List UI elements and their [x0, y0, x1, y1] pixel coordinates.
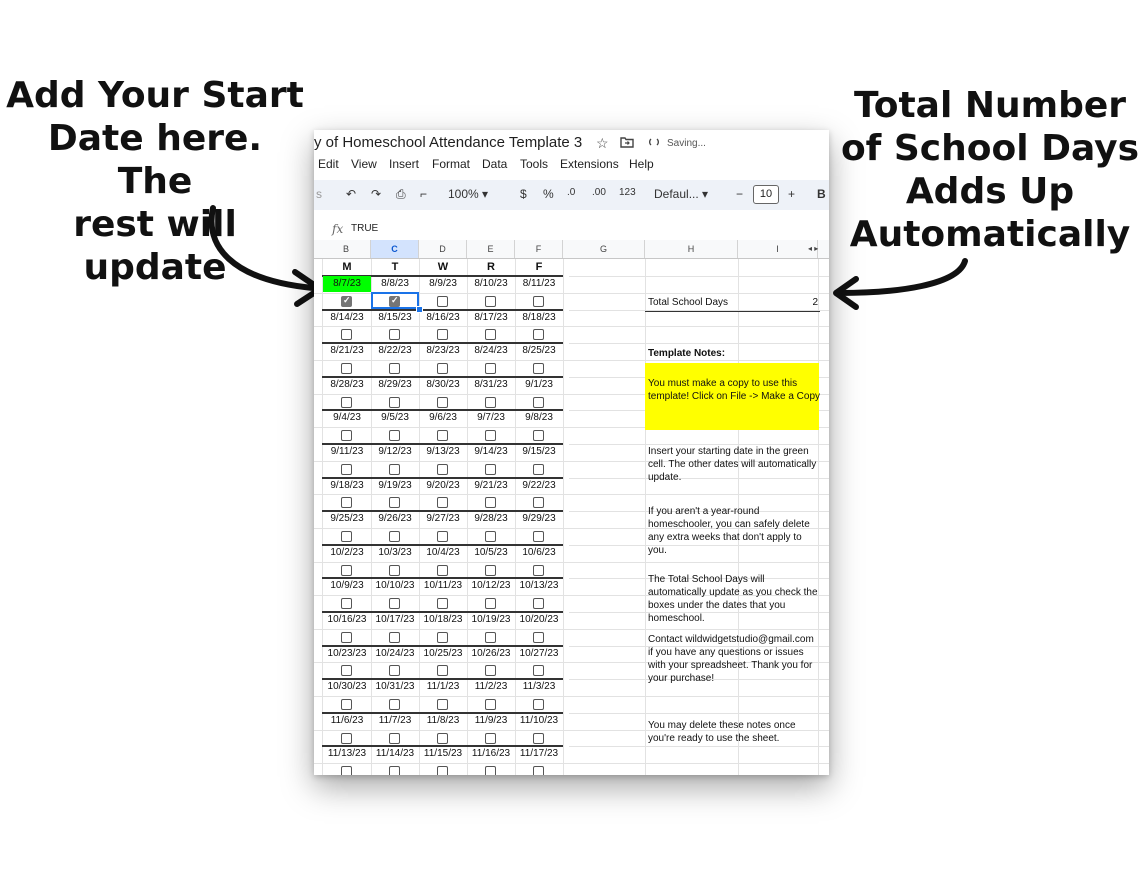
- increase-decimal-button[interactable]: .00: [592, 187, 606, 198]
- grid-line: [563, 259, 564, 775]
- date-cell[interactable]: 11/14/23: [375, 748, 415, 760]
- date-cell[interactable]: 11/16/23: [471, 748, 511, 760]
- search-menus-icon[interactable]: s: [316, 187, 322, 201]
- grid-line: [314, 629, 569, 630]
- attendance-checkbox[interactable]: [389, 699, 400, 710]
- grid-line: [569, 562, 829, 563]
- date-cell[interactable]: 10/13/23: [519, 580, 559, 592]
- date-cell[interactable]: 10/3/23: [378, 546, 412, 558]
- grid-line: [569, 326, 829, 327]
- grid-line: [569, 713, 829, 714]
- date-cell[interactable]: 9/20/23: [426, 479, 460, 491]
- attendance-checkbox[interactable]: [485, 430, 496, 441]
- date-cell[interactable]: 11/3/23: [522, 681, 556, 693]
- date-cell[interactable]: 10/31/23: [375, 681, 415, 693]
- grid-line: [569, 360, 829, 361]
- menu-data[interactable]: Data: [482, 157, 508, 171]
- grid-line: [314, 494, 569, 495]
- date-cell[interactable]: 8/15/23: [378, 311, 412, 323]
- attendance-checkbox[interactable]: [437, 733, 448, 744]
- column-header-i[interactable]: I: [738, 240, 818, 258]
- currency-button[interactable]: $: [520, 187, 527, 201]
- date-cell[interactable]: 9/19/23: [378, 479, 412, 491]
- date-cell[interactable]: 9/29/23: [522, 513, 556, 525]
- date-cell[interactable]: 11/17/23: [519, 748, 559, 760]
- number-format-button[interactable]: 123: [619, 187, 636, 198]
- column-header-b[interactable]: B: [322, 240, 371, 258]
- toolbar: [314, 180, 829, 210]
- attendance-checkbox[interactable]: [485, 733, 496, 744]
- template-note[interactable]: Contact wildwidgetstudio@gmail.com if you have any questions or issues with your spreadsheet. Thank you for your purchase!: [648, 634, 814, 684]
- attendance-checkbox[interactable]: [437, 296, 448, 307]
- sync-icon: [648, 135, 660, 151]
- date-cell[interactable]: 9/22/23: [522, 479, 556, 491]
- attendance-checkbox[interactable]: [341, 397, 352, 408]
- attendance-checkbox[interactable]: [437, 565, 448, 576]
- date-cell[interactable]: 9/12/23: [378, 446, 412, 457]
- weekday-header[interactable]: R: [487, 261, 495, 273]
- total-underline: [645, 311, 820, 312]
- date-cell[interactable]: 11/13/23: [327, 748, 367, 760]
- paint-format-icon[interactable]: ⌐: [420, 187, 428, 201]
- grid-line: [314, 360, 569, 361]
- date-cell[interactable]: 10/27/23: [519, 647, 559, 659]
- zoom-value: 100%: [448, 187, 479, 201]
- date-cell[interactable]: 9/14/23: [474, 446, 508, 457]
- date-cell[interactable]: 9/18/23: [330, 479, 364, 491]
- callout-line: Total Number: [853, 85, 1127, 126]
- date-cell[interactable]: 10/26/23: [471, 647, 511, 659]
- grid-line: [314, 293, 569, 294]
- zoom-select[interactable]: [448, 187, 488, 201]
- column-header-d[interactable]: D: [419, 240, 467, 258]
- date-cell[interactable]: 10/12/23: [471, 580, 511, 592]
- attendance-checkbox[interactable]: [485, 397, 496, 408]
- date-cell[interactable]: 8/30/23: [426, 378, 460, 390]
- template-note[interactable]: Insert your starting date in the green cell. The other dates will automatically update.: [648, 446, 817, 483]
- date-cell[interactable]: 10/25/23: [423, 647, 463, 659]
- attendance-checkbox[interactable]: [533, 632, 544, 643]
- grid-line: [314, 595, 569, 596]
- date-cell[interactable]: 8/28/23: [330, 378, 364, 390]
- template-note[interactable]: You must make a copy to use this template! Click on File -> Make a Copy: [648, 378, 821, 402]
- attendance-checkbox[interactable]: [341, 699, 352, 710]
- date-cell[interactable]: 10/18/23: [423, 614, 463, 625]
- date-cell[interactable]: 11/1/23: [426, 681, 460, 693]
- decrease-decimal-button[interactable]: .0: [567, 187, 576, 198]
- grid-line: [314, 528, 569, 529]
- attendance-checkbox[interactable]: [437, 497, 448, 508]
- increase-font-button[interactable]: +: [788, 187, 796, 201]
- attendance-checkbox[interactable]: [341, 632, 352, 643]
- attendance-checkbox[interactable]: [485, 565, 496, 576]
- menu-help[interactable]: Help: [629, 157, 654, 171]
- menu-bar: [314, 155, 829, 173]
- date-cell[interactable]: 9/8/23: [525, 412, 553, 424]
- attendance-checkbox[interactable]: [389, 665, 400, 676]
- grid-line: [314, 763, 569, 764]
- grid-line: [314, 427, 569, 428]
- attendance-checkbox[interactable]: [437, 531, 448, 542]
- attendance-checkbox[interactable]: [341, 363, 352, 374]
- attendance-checkbox[interactable]: [341, 464, 352, 475]
- attendance-checkbox[interactable]: [485, 363, 496, 374]
- date-cell[interactable]: 8/31/23: [474, 378, 508, 390]
- spreadsheet-window: [314, 130, 829, 775]
- decrease-font-button[interactable]: −: [736, 187, 744, 201]
- attendance-checkbox[interactable]: [389, 497, 400, 508]
- weekday-header[interactable]: F: [535, 261, 543, 273]
- grid-line: [569, 696, 829, 697]
- date-cell[interactable]: 8/22/23: [378, 345, 412, 357]
- attendance-checkbox[interactable]: [437, 632, 448, 643]
- attendance-checkbox[interactable]: [485, 464, 496, 475]
- column-header-h[interactable]: H: [645, 240, 738, 258]
- date-cell[interactable]: 9/27/23: [426, 513, 460, 525]
- attendance-checkbox[interactable]: [389, 632, 400, 643]
- date-cell[interactable]: 10/10/23: [375, 580, 415, 592]
- date-cell[interactable]: 10/9/23: [330, 580, 364, 592]
- attendance-checkbox[interactable]: [533, 598, 544, 609]
- scroll-columns-icon[interactable]: ◂ ▸: [808, 244, 819, 253]
- date-cell[interactable]: 10/19/23: [471, 614, 511, 625]
- date-cell[interactable]: 8/25/23: [522, 345, 556, 357]
- attendance-checkbox[interactable]: [437, 397, 448, 408]
- attendance-checkbox[interactable]: [437, 598, 448, 609]
- callout-line: of School Days: [840, 128, 1140, 169]
- undo-icon[interactable]: ↶: [346, 187, 357, 201]
- cell-area: [314, 259, 829, 775]
- date-cell[interactable]: 10/5/23: [474, 546, 508, 558]
- attendance-checkbox[interactable]: [485, 329, 496, 340]
- column-header-c[interactable]: C: [371, 240, 419, 258]
- attendance-checkbox[interactable]: [437, 430, 448, 441]
- callout-line: Adds Up: [905, 171, 1075, 212]
- date-cell[interactable]: 8/16/23: [426, 311, 460, 323]
- attendance-checkbox[interactable]: [389, 598, 400, 609]
- attendance-checkbox[interactable]: [533, 329, 544, 340]
- menu-insert[interactable]: Insert: [389, 157, 420, 171]
- menu-tools[interactable]: Tools: [520, 157, 549, 171]
- font-size-input[interactable]: 10: [753, 185, 779, 204]
- grid-line: [314, 662, 569, 663]
- date-cell[interactable]: 8/11/23: [522, 278, 556, 289]
- weekday-header[interactable]: M: [342, 261, 352, 273]
- attendance-checkbox[interactable]: [533, 497, 544, 508]
- date-cell[interactable]: 9/26/23: [378, 513, 412, 525]
- date-cell[interactable]: 10/30/23: [327, 681, 367, 693]
- grid-line: [569, 763, 829, 764]
- function-icon: fx: [332, 222, 344, 236]
- attendance-checkbox[interactable]: [533, 531, 544, 542]
- bold-button[interactable]: B: [817, 187, 826, 201]
- date-cell[interactable]: 9/21/23: [474, 479, 508, 491]
- attendance-checkbox[interactable]: [485, 598, 496, 609]
- date-cell[interactable]: 9/13/23: [426, 446, 460, 457]
- attendance-checkbox[interactable]: [437, 699, 448, 710]
- date-cell[interactable]: 10/6/23: [522, 546, 556, 558]
- total-days-label[interactable]: Total School Days: [648, 297, 729, 308]
- column-header-g[interactable]: G: [563, 240, 645, 258]
- date-cell[interactable]: 9/1/23: [525, 378, 553, 390]
- fill-handle[interactable]: [416, 306, 423, 313]
- attendance-checkbox[interactable]: [341, 565, 352, 576]
- date-cell[interactable]: 8/23/23: [426, 345, 460, 357]
- attendance-checkbox[interactable]: [389, 329, 400, 340]
- date-cell[interactable]: 8/29/23: [378, 378, 412, 390]
- attendance-checkbox[interactable]: [341, 598, 352, 609]
- attendance-checkbox[interactable]: [533, 363, 544, 374]
- date-cell[interactable]: 8/21/23: [330, 345, 364, 357]
- menu-edit[interactable]: Edit: [318, 157, 339, 171]
- star-icon[interactable]: ☆: [596, 135, 609, 151]
- document-title[interactable]: y of Homeschool Attendance Template 3: [314, 134, 583, 151]
- date-cell[interactable]: 8/9/23: [429, 278, 457, 289]
- attendance-checkbox[interactable]: [437, 329, 448, 340]
- grid-line: [569, 343, 829, 344]
- attendance-checkbox[interactable]: [437, 464, 448, 475]
- date-cell[interactable]: 8/18/23: [522, 311, 556, 323]
- selected-cell[interactable]: [371, 292, 419, 309]
- attendance-checkbox[interactable]: [389, 397, 400, 408]
- title-bar: [314, 130, 829, 158]
- attendance-checkbox[interactable]: [341, 733, 352, 744]
- date-cell[interactable]: 11/10/23: [519, 714, 559, 726]
- attendance-checkbox[interactable]: [389, 464, 400, 475]
- attendance-checkbox[interactable]: [533, 464, 544, 475]
- grid-line: [314, 326, 569, 327]
- attendance-checkbox[interactable]: [437, 766, 448, 775]
- date-cell[interactable]: 9/28/23: [474, 513, 508, 525]
- attendance-checkbox[interactable]: [533, 766, 544, 775]
- menu-format[interactable]: Format: [432, 157, 471, 171]
- attendance-checkbox[interactable]: [341, 665, 352, 676]
- menu-view[interactable]: View: [351, 157, 377, 171]
- grid-line: [314, 696, 569, 697]
- date-cell[interactable]: 8/14/23: [330, 311, 364, 323]
- formula-input[interactable]: TRUE: [351, 223, 379, 234]
- font-select[interactable]: [654, 187, 708, 201]
- date-cell[interactable]: 9/6/23: [429, 412, 457, 424]
- callout-line: Add Your Start: [6, 75, 304, 116]
- grid-line: [314, 394, 569, 395]
- template-note[interactable]: You may delete these notes once you're ready to use the sheet.: [648, 720, 796, 744]
- grid-line: [314, 562, 569, 563]
- date-cell[interactable]: 10/16/23: [327, 614, 367, 625]
- grid-line: [569, 494, 829, 495]
- percent-button[interactable]: %: [543, 187, 554, 201]
- grid-line: [569, 276, 829, 277]
- date-cell[interactable]: 10/4/23: [426, 546, 460, 558]
- attendance-checkbox[interactable]: [341, 296, 352, 307]
- date-cell[interactable]: 9/7/23: [477, 412, 505, 424]
- column-header-e[interactable]: E: [467, 240, 515, 258]
- attendance-checkbox[interactable]: [389, 766, 400, 775]
- grid-line: [314, 461, 569, 462]
- weekday-header[interactable]: T: [391, 261, 399, 273]
- attendance-checkbox[interactable]: [485, 632, 496, 643]
- total-days-callout: [840, 84, 1140, 256]
- attendance-checkbox[interactable]: [533, 397, 544, 408]
- attendance-checkbox[interactable]: [485, 296, 496, 307]
- save-status: Saving...: [667, 138, 706, 149]
- column-header-f[interactable]: F: [515, 240, 563, 258]
- attendance-checkbox[interactable]: [533, 430, 544, 441]
- attendance-checkbox[interactable]: [533, 699, 544, 710]
- date-cell[interactable]: 10/20/23: [519, 614, 559, 625]
- date-cell[interactable]: 9/25/23: [330, 513, 364, 525]
- date-cell[interactable]: 11/7/23: [378, 714, 412, 726]
- template-note[interactable]: The Total School Days will automatically update as you check the boxes under the dates that you homeschool.: [648, 574, 818, 624]
- attendance-checkbox[interactable]: [485, 531, 496, 542]
- date-cell[interactable]: 8/17/23: [474, 311, 508, 323]
- weekday-header[interactable]: W: [437, 261, 449, 273]
- attendance-checkbox[interactable]: [341, 497, 352, 508]
- date-cell[interactable]: 11/6/23: [330, 714, 364, 726]
- grid-line: [645, 259, 646, 775]
- date-cell[interactable]: 10/11/23: [423, 580, 463, 592]
- attendance-checkbox[interactable]: [485, 699, 496, 710]
- attendance-checkbox[interactable]: [341, 531, 352, 542]
- start-date-cell[interactable]: 8/7/23: [323, 276, 371, 292]
- grid-line: [569, 746, 829, 747]
- attendance-checkbox[interactable]: [533, 296, 544, 307]
- date-cell[interactable]: 10/17/23: [375, 614, 415, 625]
- attendance-checkbox[interactable]: [533, 665, 544, 676]
- attendance-checkbox[interactable]: [389, 363, 400, 374]
- print-icon[interactable]: ⎙: [396, 187, 406, 201]
- attendance-checkbox[interactable]: [389, 565, 400, 576]
- attendance-checkbox[interactable]: [485, 766, 496, 775]
- move-folder-icon[interactable]: [620, 135, 634, 151]
- date-cell[interactable]: 11/9/23: [474, 714, 508, 726]
- column-headers: [314, 240, 829, 259]
- menu-extensions[interactable]: Extensions: [560, 157, 619, 171]
- date-cell[interactable]: 11/8/23: [426, 714, 460, 726]
- date-cell[interactable]: 8/8/23: [381, 278, 409, 289]
- date-cell[interactable]: 9/11/23: [330, 446, 364, 457]
- date-cell[interactable]: 9/5/23: [381, 412, 409, 424]
- attendance-checkbox[interactable]: [485, 497, 496, 508]
- attendance-checkbox[interactable]: [389, 430, 400, 441]
- date-cell[interactable]: 9/4/23: [333, 412, 361, 424]
- attendance-checkbox[interactable]: [389, 531, 400, 542]
- date-cell[interactable]: 10/2/23: [330, 546, 364, 558]
- callout-line: Date here. The: [47, 118, 263, 202]
- date-cell[interactable]: 11/2/23: [474, 681, 508, 693]
- redo-icon[interactable]: ↷: [371, 187, 382, 201]
- sheet-grid: [314, 240, 829, 775]
- template-note[interactable]: If you aren't a year-round homeschooler, you can safely delete any extra weeks that don't apply to you.: [648, 506, 810, 556]
- date-cell[interactable]: 10/24/23: [375, 647, 415, 659]
- attendance-checkbox[interactable]: [437, 665, 448, 676]
- formula-bar: [314, 218, 829, 240]
- date-cell[interactable]: 8/24/23: [474, 345, 508, 357]
- right-arrow-icon: [828, 255, 978, 315]
- font-value: Defaul...: [654, 187, 699, 201]
- attendance-checkbox[interactable]: [341, 329, 352, 340]
- attendance-checkbox[interactable]: [437, 363, 448, 374]
- grid-line: [569, 293, 829, 294]
- total-days-value[interactable]: 2: [812, 297, 818, 308]
- attendance-checkbox[interactable]: [533, 733, 544, 744]
- chevron-down-icon: ▾: [702, 187, 709, 201]
- date-cell[interactable]: 11/15/23: [423, 748, 463, 760]
- attendance-checkbox[interactable]: [389, 733, 400, 744]
- grid-line: [314, 730, 569, 731]
- attendance-checkbox[interactable]: [341, 766, 352, 775]
- chevron-down-icon: ▾: [482, 187, 489, 201]
- notes-header[interactable]: Template Notes:: [648, 348, 726, 359]
- attendance-checkbox[interactable]: [341, 430, 352, 441]
- attendance-checkbox[interactable]: [485, 665, 496, 676]
- date-cell[interactable]: 10/23/23: [327, 647, 367, 659]
- attendance-checkbox[interactable]: [533, 565, 544, 576]
- callout-line: rest will update: [73, 204, 237, 288]
- date-cell[interactable]: 8/10/23: [474, 278, 508, 289]
- callout-line: Automatically: [849, 214, 1131, 255]
- grid-line: [569, 629, 829, 630]
- date-cell[interactable]: 9/15/23: [522, 446, 556, 457]
